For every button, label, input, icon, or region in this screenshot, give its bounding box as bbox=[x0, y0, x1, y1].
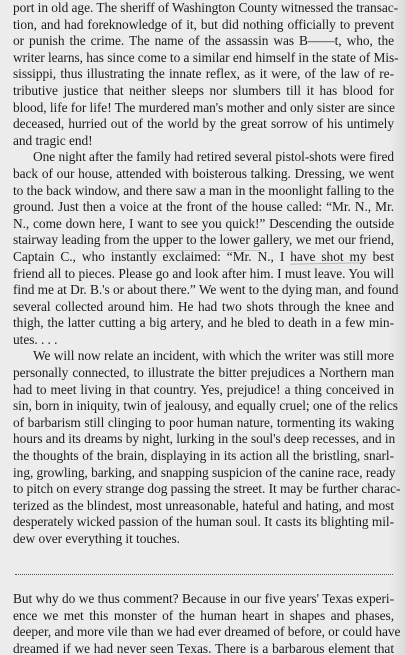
text-line: the thoughts of the brain, displaying in its action all the bristling, snarl- bbox=[13, 448, 394, 464]
main-text-block bbox=[13, 0, 401, 548]
text-line: thigh, the latter cutting a big artery, and he bled to death in a few min- bbox=[13, 315, 394, 331]
text-line: back of our house, attended with boisterous talking. Dressing, we went bbox=[13, 165, 394, 181]
text-line: writer learns, has since come to a similar end himself in the state of Mis- bbox=[13, 49, 399, 65]
text-line: hours and its dreams by night, lurking in the soul's deep recesses, and in bbox=[13, 431, 396, 447]
text-line: sissippi, thus illustrating the innate reflex, as it were, of the law of re- bbox=[13, 66, 394, 82]
text-line: stairway leading from the upper to the lower gallery, we met our friend, bbox=[13, 232, 394, 248]
text-line: desperately wicked passion of the human soul. It casts its blighting mil- bbox=[13, 514, 394, 530]
text-line: But why do we thus comment? Because in our five years' Texas experi- bbox=[13, 591, 394, 606]
text-line: ground. Just then a voice at the front of the house called: “Mr. N., Mr. bbox=[13, 199, 394, 215]
text-line: Captain C., who instantly exclaimed: “Mr. N., I have shot my best bbox=[13, 248, 394, 264]
text-line: several collected around him. He had two shots through the knee and bbox=[13, 298, 394, 314]
text-line: blood, life for life! The murdered man's mother and only sister are since bbox=[13, 99, 395, 115]
text-line: find me at Dr. B.'s or about there.” We went to the dying man, and found bbox=[13, 282, 399, 298]
text-line: friend all to pieces. Please go and look after him. I must leave. You will bbox=[13, 265, 394, 281]
continued-text-block bbox=[13, 591, 401, 655]
text-line: dreamed if we had never seen Texas. There is a barbarous element that bbox=[13, 640, 394, 655]
text-line: had to meet living in that country. Yes, prejudice! a thing conceived in bbox=[13, 381, 394, 397]
text-line: to pitch on every strange dog passing the street. It may be further charac- bbox=[13, 481, 401, 497]
text-line: personally connected, to illustrate the bitter prejudices a Northern man bbox=[13, 365, 394, 381]
text-line: utes. . . . bbox=[13, 331, 58, 347]
text-line: N., come down here, I want to see you quick!” Descending the outside bbox=[13, 215, 394, 231]
text-line: deeper, and more vile than we had ever dreamed of before, or could have bbox=[13, 624, 401, 640]
text-line: ing, growling, barking, and snapping suspicion of the canine race, ready bbox=[13, 464, 396, 480]
text-line: We will now relate an incident, with which the writer was still more bbox=[33, 348, 394, 364]
text-line: ence we met this monster of the human heart in shapes and phases, bbox=[13, 607, 394, 623]
section-divider bbox=[15, 574, 393, 575]
text-line: and tragic end! bbox=[13, 132, 93, 148]
text-line: or punish the crime. The name of the assassin was B——t, who, the bbox=[13, 33, 394, 49]
text-line: dew over everything it touches. bbox=[13, 531, 180, 546]
text-line: sin, born in iniquity, twin of jealousy, and equally cruel; one of the relics bbox=[13, 398, 398, 414]
bleed-through-mark bbox=[110, 250, 260, 251]
text-line: port in old age. The sheriff of Washington County witnessed the transac- bbox=[13, 0, 399, 15]
text-line: of barbarism still clinging to poor human nature, tormenting its waking bbox=[13, 414, 394, 430]
text-line: tributive justice that neither sleeps nor slumbers till it has blood for bbox=[13, 82, 394, 98]
text-line: One night after the family had retired several pistol-shots were fired bbox=[33, 149, 394, 165]
text-line: terized as the blindest, most unreasonable, hateful and hating, and most bbox=[13, 497, 394, 513]
text-line: deceased, hurried out of the world by the great sorrow of his untimely bbox=[13, 116, 394, 132]
text-line: tion, and had foreknowledge of it, but did nothing officially to prevent bbox=[13, 16, 394, 32]
text-line: to the back window, and there saw a man in the moonlight falling to the bbox=[13, 182, 394, 198]
